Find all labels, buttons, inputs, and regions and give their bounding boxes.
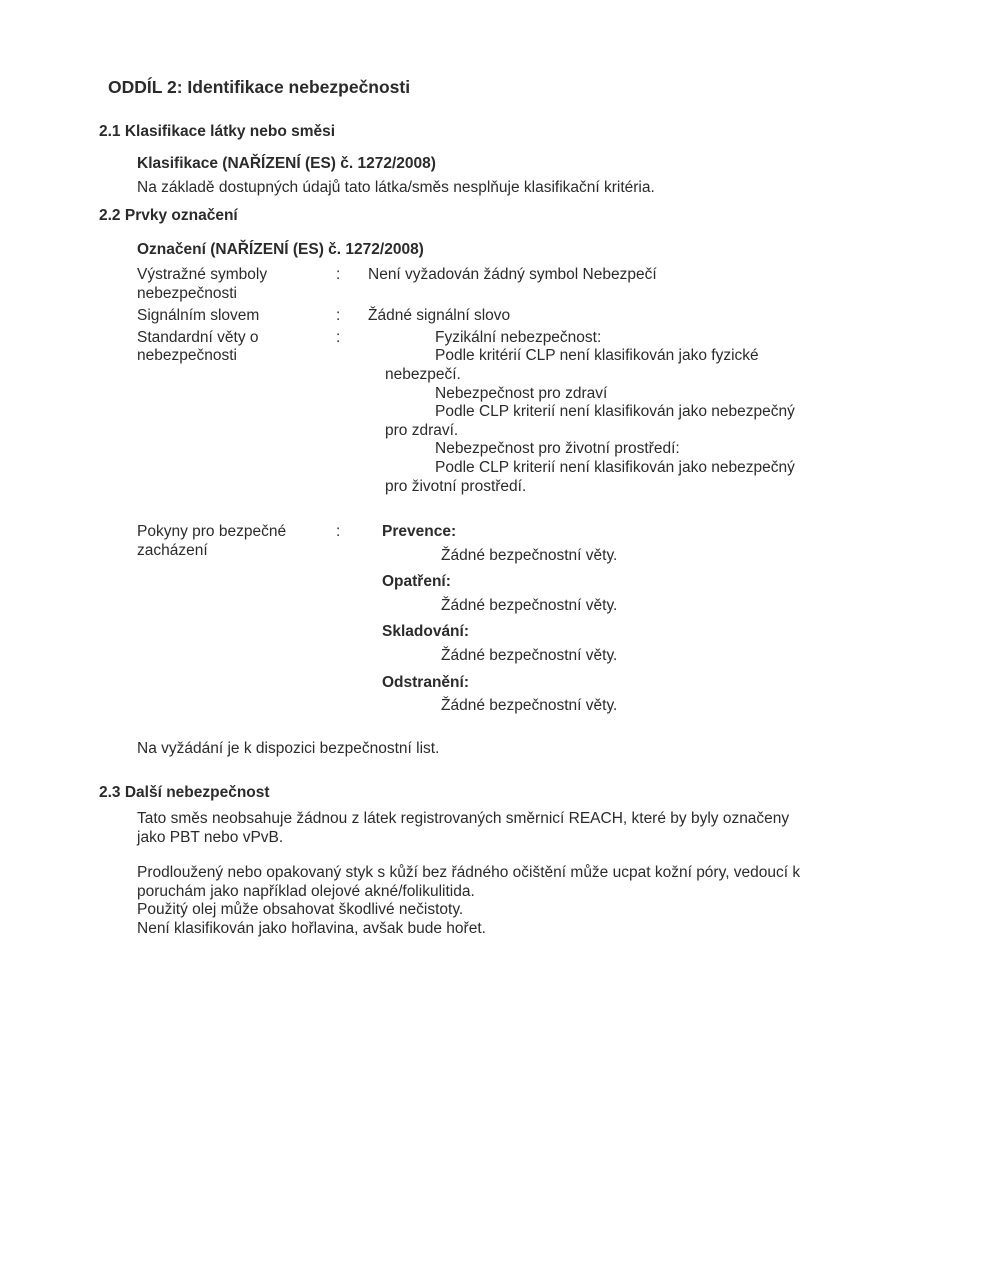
pbt-paragraph [137,810,989,847]
precautionary-label-line-2: zacházení [137,541,208,559]
hazard-statement-line: Nebezpečnost pro životní prostředí: [435,440,680,458]
hazard-symbols-label [137,266,336,303]
heading-2-2: 2.2 Prvky označení [99,206,238,224]
pbt-paragraph-line: Tato směs neobsahuje žádnou z látek registrovaných směrnicí REACH, které by byly označeny [137,810,790,828]
prevention-heading: Prevence: [382,523,457,541]
other-hazards-line: Prodloužený nebo opakovaný styk s kůží bez řádného očištění může ucpat kožní póry, vedoucí k [137,864,801,882]
hazard-statement-line: Podle kritérií CLP není klasifikován jako fyzické [435,347,759,365]
hazard-statement-line: nebezpečí. [385,365,461,383]
classification-statement: Na základě dostupných údajů tato látka/směs nesplňuje klasifikační kritéria. [137,179,655,197]
response-group [368,573,989,615]
precautionary-value [368,523,989,716]
storage-group [368,623,989,665]
precautionary-label [137,523,336,560]
signal-word-value [368,307,989,326]
other-hazards-paragraph [137,864,989,938]
prevention-text: Žádné bezpečnostní věty. [441,546,618,564]
precautionary-label-line-1: Pokyny pro bezpečné [137,523,287,541]
colon-separator: : [336,523,341,541]
response-heading: Opatření: [382,573,451,591]
other-hazards-line: Není klasifikován jako hořlavina, avšak bude hořet. [137,920,486,937]
hazard-statement-line: Fyzikální nebezpečnost: [435,328,602,346]
colon-separator: : [336,265,341,283]
signal-word-row [137,307,989,326]
hazard-statements-label-line-1: Standardní věty o [137,328,259,346]
hazard-statements-row [137,329,989,496]
hazard-symbols-value-text: Není vyžadován žádný symbol Nebezpečí [368,265,657,283]
response-text: Žádné bezpečnostní věty. [441,596,618,614]
hazard-statement-line: Nebezpečnost pro zdraví [435,384,608,402]
colon-separator: : [336,307,341,325]
hazard-statement-line: pro zdraví. [385,421,459,439]
prevention-group [368,523,989,565]
hazard-statements-label-line-2: nebezpečnosti [137,347,237,365]
hazard-statement-line: Podle CLP kriterií není klasifikován jako nebezpečný [435,458,795,476]
colon-separator: : [336,328,341,346]
hazard-statement-line: Podle CLP kriterií není klasifikován jako nebezpečný [435,403,795,421]
pbt-paragraph-line: jako PBT nebo vPvB. [137,828,284,846]
hazard-statements-label [137,329,336,366]
signal-word-value-text: Žádné signální slovo [368,307,511,325]
hazard-symbols-label-line-1: Výstražné symboly [137,265,268,283]
classification-regulation-heading: Klasifikace (NAŘÍZENÍ (ES) č. 1272/2008) [137,154,436,172]
heading-2-1: 2.1 Klasifikace látky nebo směsi [99,123,336,140]
section-title: ODDÍL 2: Identifikace nebezpečnosti [108,77,411,97]
hazard-symbols-row [137,266,989,303]
hazard-symbols-label-line-2: nebezpečnosti [137,284,237,302]
other-hazards-line: Použitý olej může obsahovat škodlivé nečistoty. [137,901,464,919]
other-hazards-line: poruchám jako například olejové akné/folikulitida. [137,882,475,900]
heading-2-3: 2.3 Další nebezpečnost [99,784,270,802]
hazard-symbols-value [368,266,989,285]
disposal-heading: Odstranění: [382,673,469,691]
disposal-group [368,674,989,716]
storage-text: Žádné bezpečnostní věty. [441,647,618,665]
hazard-statement-line: pro životní prostředí. [385,477,527,495]
signal-word-label [137,307,336,326]
labelling-regulation-heading: Označení (NAŘÍZENÍ (ES) č. 1272/2008) [137,241,424,259]
disposal-text: Žádné bezpečnostní věty. [441,697,618,715]
storage-heading: Skladování: [382,623,469,641]
hazard-statements-value [368,329,989,496]
sds-availability-note: Na vyžádání je k dispozici bezpečnostní list. [137,739,440,757]
precautionary-statements-row [137,523,989,716]
signal-word-label-text: Signálním slovem [137,307,260,325]
